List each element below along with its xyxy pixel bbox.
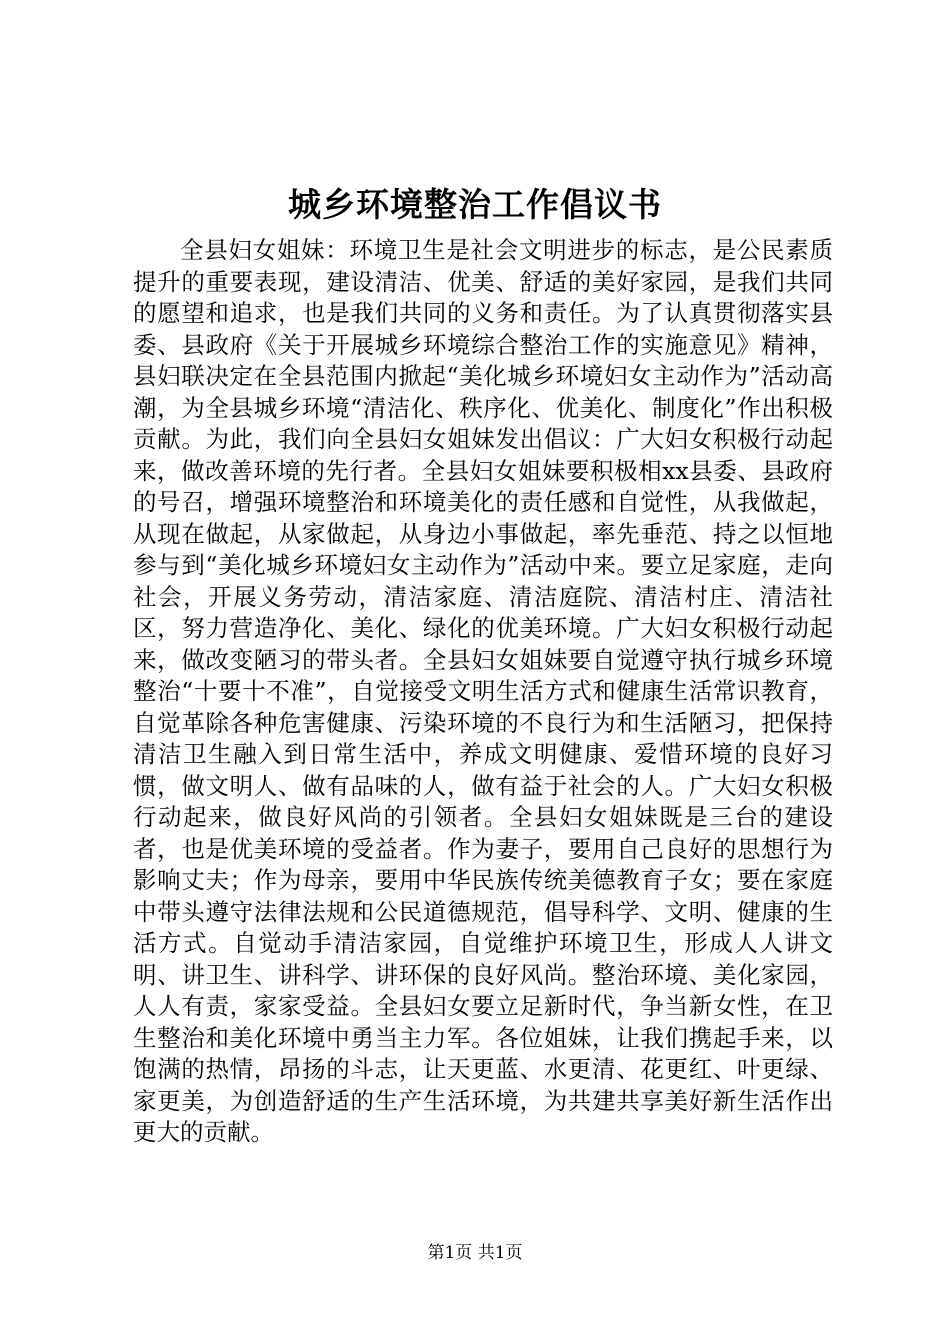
- page-footer: 第1页 共1页: [427, 1243, 523, 1263]
- document-title: 城乡环境整治工作倡议书: [288, 185, 662, 224]
- document-body: 全县妇女姐妹：环境卫生是社会文明进步的标志，是公民素质提升的重要表现，建设清洁、优美、舒适的美好家园，是我们共同的愿望和追求，也是我们共同的义务和责任。为了认真贯彻落实县委、县政府《关于开展城乡环境综合整治工作的实施意见》精神，县妇联决定在全县范围内掀起“美化城乡环境妇女主动作为”活动高潮，为全县城乡环境“清洁化、秩序化、优美化、制度化”作出积极贡献。为此，我们向全县妇女姐妹发出倡议：广大妇女积极行动起来，做改善环境的先行者。全县妇女姐妹要积极相xx县委、县政府的号召，增强环境整治和环境美化的责任感和自觉性，从我做起，从现在做起，从家做起，从身边小事做起，率先垂范、持之以恒地参与到“美化城乡环境妇女主动作为”活动中来。要立足家庭，走向社会，开展义务劳动，清洁家庭、清洁庭院、清洁村庄、清洁社区，努力营造净化、美化、绿化的优美环境。广大妇女积极行动起来，做改变陋习的带头者。全县妇女姐妹要自觉遵守执行城乡环境整治“十要十不准”，自觉接受文明生活方式和健康生活常识教育，自觉革除各种危害健康、污染环境的不良行为和生活陋习，把保持清洁卫生融入到日常生活中，养成文明健康、爱惜环境的良好习惯，做文明人、做有品味的人，做有益于社会的人。广大妇女积极行动起来，做良好风尚的引领者。全县妇女姐妹既是三台的建设者，也是优美环境的受益者。作为妻子，要用自己良好的思想行为影响丈夫；作为母亲，要用中华民族传统美德教育子女；要在家庭中带头遵守法律法规和公民道德规范，倡导科学、文明、健康的生活方式。自觉动手清洁家园，自觉维护环境卫生，形成人人讲文明、讲卫生、讲科学、讲环保的良好风尚。整治环境、美化家园，人人有责，家家受益。全县妇女要立足新时代，争当新女性，在卫生整治和美化环境中勇当主力军。各位姐妹，让我们携起手来，以饱满的热情，昂扬的斗志，让天更蓝、水更清、花更红、叶更绿、家更美，为创造舒适的生产生活环境，为共建共享美好新生活作出更大的贡献。: [133, 236, 833, 1146]
